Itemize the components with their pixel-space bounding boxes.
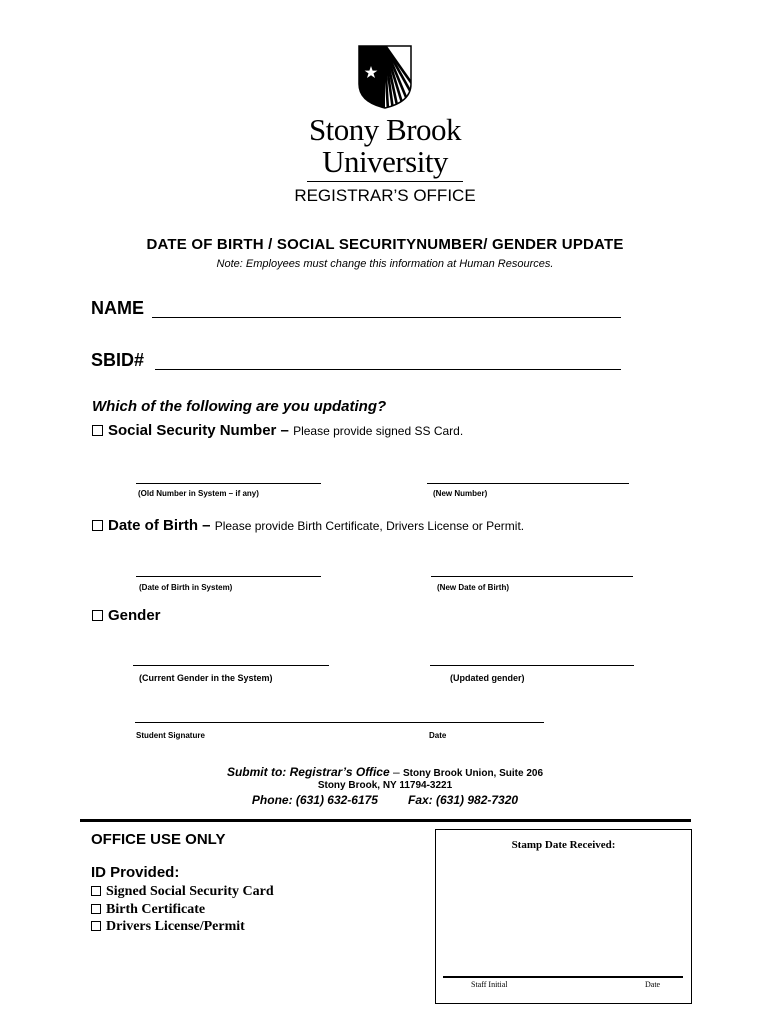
- new-ssn-caption: (New Number): [433, 489, 488, 498]
- id-license-checkbox[interactable]: [91, 921, 101, 931]
- ssn-label: Social Security Number –: [108, 422, 289, 439]
- submit-line: [0, 765, 770, 779]
- option-gender: [92, 607, 161, 624]
- name-label: NAME: [91, 298, 144, 318]
- logo-wordmark-line2: University: [322, 144, 448, 179]
- name-field[interactable]: [152, 317, 621, 318]
- logo-wordmark-line1: Stony Brook: [308, 112, 462, 147]
- stamp-date-caption: Date: [645, 980, 661, 989]
- logo-rule: [307, 181, 463, 182]
- id-ssc-label: Signed Social Security Card: [106, 884, 274, 899]
- new-dob-field[interactable]: [431, 576, 633, 577]
- stamp-title: Stamp Date Received:: [511, 839, 616, 851]
- submit-dash: –: [389, 765, 403, 779]
- submit-fax: Fax: (631) 982-7320: [407, 793, 519, 807]
- old-dob-caption: (Date of Birth in System): [139, 583, 233, 592]
- sbid-label: SBID#: [91, 350, 145, 370]
- signature-field[interactable]: [135, 722, 544, 723]
- gender-label: Gender: [108, 607, 161, 624]
- office-name: REGISTRAR’S OFFICE: [294, 186, 476, 205]
- id-item-license: [91, 919, 245, 935]
- signature-date-caption: Date: [429, 731, 447, 740]
- dob-checkbox[interactable]: [92, 520, 103, 531]
- submit-contact: [0, 793, 770, 807]
- id-license-label: Drivers License/Permit: [106, 919, 245, 934]
- university-logo-shield-icon: [357, 44, 413, 110]
- option-ssn: [92, 422, 463, 439]
- old-dob-field[interactable]: [136, 576, 321, 577]
- submit-address: Stony Brook, NY 11794-3221: [317, 780, 453, 791]
- id-birth-cert-label: Birth Certificate: [106, 902, 206, 917]
- current-gender-field[interactable]: [133, 665, 329, 666]
- submit-label: Submit to: Registrar’s Office: [226, 765, 390, 779]
- section-divider: [80, 819, 691, 822]
- id-item-birth-cert: [91, 902, 205, 918]
- staff-initial-caption: Staff Initial: [471, 980, 508, 989]
- new-dob-caption: (New Date of Birth): [437, 583, 509, 592]
- submit-location: Stony Brook Union, Suite 206: [403, 768, 544, 779]
- sbid-field[interactable]: [155, 369, 621, 370]
- form-note: Note: Employees must change this information at Human Resources.: [216, 258, 554, 270]
- updated-gender-field[interactable]: [430, 665, 634, 666]
- ssn-instruction: Please provide signed SS Card.: [293, 424, 464, 438]
- submit-phone: Phone: (631) 632-6175: [251, 793, 378, 807]
- office-use-heading: OFFICE USE ONLY: [91, 831, 226, 848]
- dob-instruction: Please provide Birth Certificate, Drivers License or Permit.: [214, 519, 525, 533]
- id-provided-heading: ID Provided:: [91, 864, 180, 881]
- old-ssn-field[interactable]: [136, 483, 321, 484]
- option-dob: [92, 517, 524, 534]
- current-gender-caption: (Current Gender in the System): [139, 673, 273, 683]
- gender-checkbox[interactable]: [92, 610, 103, 621]
- id-ssc-checkbox[interactable]: [91, 886, 101, 896]
- updated-gender-caption: (Updated gender): [450, 673, 525, 683]
- id-item-ssc: [91, 884, 274, 900]
- question-heading: Which of the following are you updating?: [92, 398, 387, 415]
- new-ssn-field[interactable]: [427, 483, 629, 484]
- form-title: DATE OF BIRTH / SOCIAL SECURITYNUMBER/ GENDER UPDATE: [146, 236, 624, 253]
- old-ssn-caption: (Old Number in System – if any): [138, 489, 259, 498]
- id-birth-cert-checkbox[interactable]: [91, 904, 101, 914]
- signature-caption: Student Signature: [136, 731, 205, 740]
- dob-label: Date of Birth –: [108, 517, 211, 534]
- ssn-checkbox[interactable]: [92, 425, 103, 436]
- stamp-line: [443, 976, 683, 978]
